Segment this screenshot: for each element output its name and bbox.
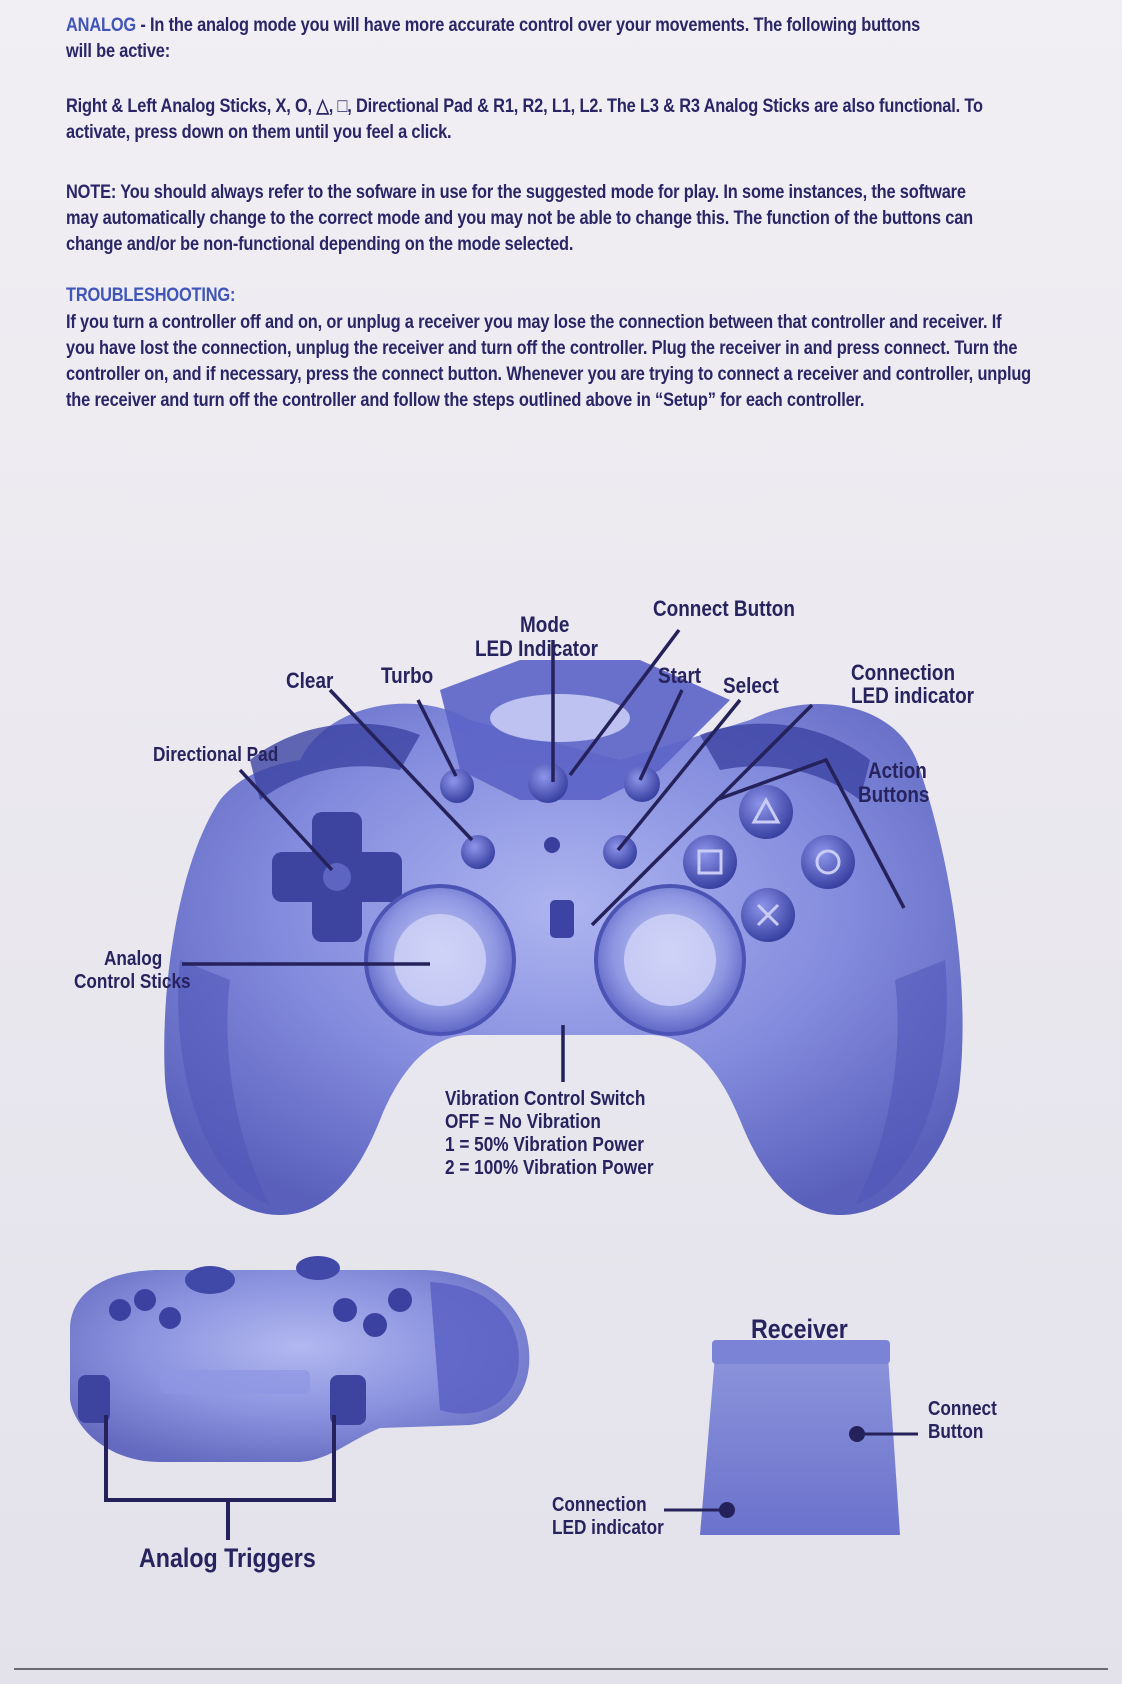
label-buttons: Buttons [858,782,930,807]
label-receiver-button: Button [928,1421,984,1443]
label-receiver-led: LED indicator [552,1517,664,1539]
label-action: Action [868,758,927,783]
label-receiver: Receiver [751,1314,848,1344]
active-buttons-paragraph: Right & Left Analog Sticks, X, O, △, □, Directional Pad & R1, R2, L1, L2. The L3 & R3 Analog Sticks are also functional. To activate, press down on them until you feel a click. [66,95,983,143]
label-clear: Clear [286,668,334,693]
label-connection-led: LED indicator [851,683,974,708]
label-start: Start [658,663,702,688]
label-connect-button: Connect Button [653,596,795,621]
label-vibration-off: OFF = No Vibration [445,1111,601,1133]
label-select: Select [723,673,779,698]
analog-text: - In the analog mode you will have more accurate control over your movements. The following buttons will be active: [66,14,921,62]
receiver-graphic [700,1340,900,1535]
troubleshooting-paragraph: If you turn a controller off and on, or unplug a receiver you may lose the connection between that controller and receiver. If you have lost the connection, unplug the receiver and turn off the controller. Plug the receiver in and press connect. Turn the controller on, and if necessary, press the connect button. Whenever you are trying to connect a receiver and controller, unplug the receiver and turn off the controller and follow the steps outlined above in “Setup” for each controller. [66,311,1032,411]
controller-side-view [70,1256,529,1462]
label-vibration-switch: Vibration Control Switch [445,1088,646,1110]
label-analog-triggers: Analog Triggers [139,1543,316,1573]
label-vibration-2: 2 = 100% Vibration Power [445,1157,654,1179]
note-paragraph: NOTE: You should always refer to the sofware in use for the suggested mode for play. In some instances, the software may automatically change to the correct mode and you may not be able to change this. The function of the buttons can change and/or be non-functional depending on the mode selected. [66,181,974,255]
label-connection: Connection [851,660,956,685]
label-analog: Analog [104,948,163,970]
page-bottom-rule [14,1668,1108,1670]
label-led-indicator: LED Indicator [475,636,598,661]
label-mode: Mode [520,612,570,637]
analog-heading: ANALOG [66,14,136,36]
label-vibration-1: 1 = 50% Vibration Power [445,1134,644,1156]
label-directional-pad: Directional Pad [153,744,279,766]
label-receiver-connection: Connection [552,1494,647,1516]
label-turbo: Turbo [381,663,434,688]
troubleshooting-heading: TROUBLESHOOTING: [66,284,236,306]
label-control-sticks: Control Sticks [74,971,191,993]
label-receiver-connect: Connect [928,1398,997,1420]
